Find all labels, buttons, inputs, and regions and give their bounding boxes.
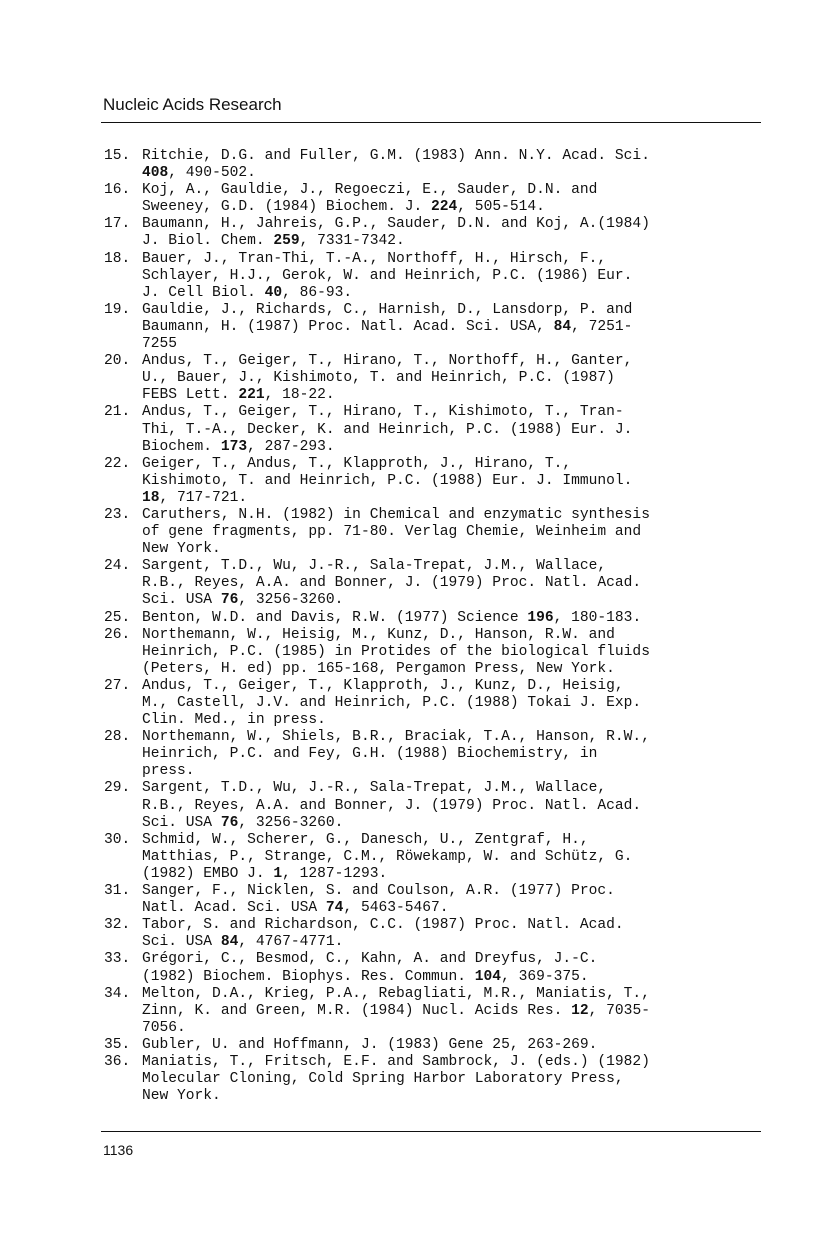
reference-text — [142, 1054, 650, 1105]
reference-item — [104, 302, 650, 353]
reference-line: Schlayer, H.J., Gerok, W. and Heinrich, P.C. (1986) Eur. — [142, 267, 633, 284]
reference-line: Matthias, P., Strange, C.M., Röwekamp, W. and Schütz, G. — [142, 848, 633, 865]
reference-item — [104, 507, 650, 558]
reference-line: Sci. USA 76, 3256-3260. — [142, 592, 344, 609]
reference-number: 17. — [104, 216, 131, 233]
reference-number: 20. — [104, 353, 131, 370]
reference-text — [142, 986, 650, 1037]
reference-number: 21. — [104, 404, 131, 421]
reference-line: Geiger, T., Andus, T., Klapproth, J., Hirano, T., — [142, 455, 572, 472]
reference-line: Sargent, T.D., Wu, J.-R., Sala-Trepat, J.M., Wallace, — [142, 558, 607, 575]
reference-line: Northemann, W., Shiels, B.R., Braciak, T.A., Hanson, R.W., — [142, 729, 650, 746]
reference-text — [142, 558, 641, 609]
reference-number: 32. — [104, 917, 131, 934]
reference-line: R.B., Reyes, A.A. and Bonner, J. (1979) Proc. Natl. Acad. — [142, 575, 642, 592]
reference-line: Baumann, H., Jahreis, G.P., Sauder, D.N. and Koj, A.(1984) — [142, 216, 650, 233]
reference-line: M., Castell, J.V. and Heinrich, P.C. (1988) Tokai J. Exp. — [142, 695, 642, 711]
reference-item — [104, 353, 650, 404]
reference-item — [104, 1037, 650, 1054]
footer-rule — [101, 1131, 761, 1132]
reference-text — [142, 182, 597, 216]
reference-line: J. Biol. Chem. 259, 7331-7342. — [142, 233, 405, 250]
reference-number: 18. — [104, 250, 131, 267]
reference-line: Biochem. 173, 287-293. — [142, 438, 335, 455]
reference-text — [142, 627, 650, 678]
reference-text — [142, 780, 641, 831]
reference-number: 19. — [104, 301, 131, 318]
reference-line: Maniatis, T., Fritsch, E.F. and Sambrock, J. (eds.) (1982) — [142, 1053, 650, 1070]
reference-item — [104, 729, 650, 780]
reference-number: 29. — [104, 780, 131, 797]
reference-item — [104, 627, 650, 678]
reference-text — [142, 148, 650, 182]
reference-line: Tabor, S. and Richardson, C.C. (1987) Proc. Natl. Acad. — [142, 917, 624, 934]
reference-text — [142, 729, 650, 780]
reference-item — [104, 951, 650, 985]
reference-line: Kishimoto, T. and Heinrich, P.C. (1988) Eur. J. Immunol. — [142, 472, 633, 489]
reference-item — [104, 456, 650, 507]
reference-number: 22. — [104, 455, 131, 472]
reference-line: 408, 490-502. — [142, 165, 256, 182]
reference-item — [104, 148, 650, 182]
reference-line: (Peters, H. ed) pp. 165-168, Pergamon Press, New York. — [142, 660, 615, 677]
page-number: 1136 — [103, 1142, 134, 1158]
reference-text — [142, 1037, 597, 1054]
reference-text — [142, 251, 632, 302]
reference-line: Clin. Med., in press. — [142, 712, 326, 729]
reference-number: 28. — [104, 729, 131, 746]
reference-line: New York. — [142, 541, 221, 558]
journal-title: Nucleic Acids Research — [103, 95, 282, 114]
reference-number: 36. — [104, 1053, 131, 1070]
reference-line: Sargent, T.D., Wu, J.-R., Sala-Trepat, J.M., Wallace, — [142, 780, 607, 797]
reference-item — [104, 883, 650, 917]
reference-line: Sci. USA 76, 3256-3260. — [142, 814, 344, 831]
reference-line: Heinrich, P.C. and Fey, G.H. (1988) Biochemistry, in — [142, 746, 598, 763]
reference-line: press. — [142, 763, 195, 780]
reference-text — [142, 404, 632, 455]
reference-line: Gauldie, J., Richards, C., Harnish, D., Lansdorp, P. and — [142, 301, 633, 318]
reference-line: Natl. Acad. Sci. USA 74, 5463-5467. — [142, 900, 449, 917]
reference-line: Melton, D.A., Krieg, P.A., Rebagliati, M.R., Maniatis, T., — [142, 985, 650, 1002]
reference-text — [142, 917, 624, 951]
reference-number: 23. — [104, 506, 131, 523]
reference-number: 31. — [104, 883, 131, 900]
reference-item — [104, 182, 650, 216]
reference-item — [104, 917, 650, 951]
reference-line: FEBS Lett. 221, 18-22. — [142, 387, 335, 404]
reference-line: Bauer, J., Tran-Thi, T.-A., Northoff, H., Hirsch, F., — [142, 250, 607, 267]
reference-line: Andus, T., Geiger, T., Hirano, T., Northoff, H., Ganter, — [142, 353, 633, 370]
reference-item — [104, 1054, 650, 1105]
reference-line: of gene fragments, pp. 71-80. Verlag Chemie, Weinheim and — [142, 524, 642, 541]
reference-line: Schmid, W., Scherer, G., Danesch, U., Zentgraf, H., — [142, 831, 589, 848]
reference-line: Molecular Cloning, Cold Spring Harbor Laboratory Press, — [142, 1071, 624, 1088]
reference-text — [142, 507, 650, 558]
reference-item — [104, 678, 650, 729]
reference-line: 7255 — [142, 336, 178, 353]
reference-number: 15. — [104, 148, 131, 164]
reference-line: Ritchie, D.G. and Fuller, G.M. (1983) Ann. N.Y. Acad. Sci. — [142, 148, 650, 164]
reference-item — [104, 216, 650, 250]
reference-number: 33. — [104, 951, 131, 968]
reference-text — [142, 678, 641, 729]
reference-number: 16. — [104, 182, 131, 199]
reference-text — [142, 610, 641, 627]
reference-line: Benton, W.D. and Davis, R.W. (1977) Science 196, 180-183. — [142, 609, 642, 626]
reference-item — [104, 610, 650, 627]
reference-text — [142, 456, 632, 507]
reference-item — [104, 251, 650, 302]
reference-line: Baumann, H. (1987) Proc. Natl. Acad. Sci. USA, 84, 7251- — [142, 318, 633, 335]
reference-line: New York. — [142, 1088, 221, 1105]
reference-line: Grégori, C., Besmod, C., Kahn, A. and Dreyfus, J.-C. — [142, 951, 598, 968]
reference-item — [104, 832, 650, 883]
reference-line: Sanger, F., Nicklen, S. and Coulson, A.R. (1977) Proc. — [142, 883, 615, 900]
reference-line: Thi, T.-A., Decker, K. and Heinrich, P.C. (1988) Eur. J. — [142, 421, 633, 438]
reference-number: 30. — [104, 831, 131, 848]
reference-text — [142, 216, 650, 250]
reference-line: Koj, A., Gauldie, J., Regoeczi, E., Sauder, D.N. and — [142, 182, 598, 199]
reference-text — [142, 883, 615, 917]
reference-number: 35. — [104, 1036, 131, 1053]
reference-line: U., Bauer, J., Kishimoto, T. and Heinrich, P.C. (1987) — [142, 370, 615, 387]
reference-text — [142, 951, 597, 985]
reference-line: Caruthers, N.H. (1982) in Chemical and enzymatic synthesis — [142, 506, 650, 523]
reference-line: Sweeney, G.D. (1984) Biochem. J. 224, 505-514. — [142, 199, 545, 216]
reference-number: 24. — [104, 558, 131, 575]
reference-text — [142, 302, 632, 353]
reference-line: Northemann, W., Heisig, M., Kunz, D., Hanson, R.W. and — [142, 626, 615, 643]
reference-line: Gubler, U. and Hoffmann, J. (1983) Gene 25, 263-269. — [142, 1036, 598, 1053]
header-rule — [101, 122, 761, 123]
reference-line: Zinn, K. and Green, M.R. (1984) Nucl. Acids Res. 12, 7035- — [142, 1002, 650, 1019]
reference-line: 7056. — [142, 1019, 186, 1036]
reference-line: Andus, T., Geiger, T., Klapproth, J., Kunz, D., Heisig, — [142, 677, 624, 694]
reference-line: Sci. USA 84, 4767-4771. — [142, 934, 344, 951]
reference-line: J. Cell Biol. 40, 86-93. — [142, 284, 353, 301]
reference-item — [104, 558, 650, 609]
reference-number: 34. — [104, 985, 131, 1002]
reference-number: 26. — [104, 626, 131, 643]
reference-line: Andus, T., Geiger, T., Hirano, T., Kishimoto, T., Tran- — [142, 404, 624, 421]
reference-number: 25. — [104, 609, 131, 626]
reference-line: Heinrich, P.C. (1985) in Protides of the biological fluids — [142, 643, 650, 660]
reference-item — [104, 986, 650, 1037]
reference-item — [104, 404, 650, 455]
reference-line: (1982) Biochem. Biophys. Res. Commun. 104, 369-375. — [142, 968, 589, 985]
reference-item — [104, 780, 650, 831]
reference-line: (1982) EMBO J. 1, 1287-1293. — [142, 865, 388, 882]
reference-line: R.B., Reyes, A.A. and Bonner, J. (1979) Proc. Natl. Acad. — [142, 797, 642, 814]
reference-text — [142, 832, 632, 883]
reference-list — [104, 148, 650, 1105]
reference-line: 18, 717-721. — [142, 489, 248, 506]
reference-text — [142, 353, 632, 404]
reference-number: 27. — [104, 677, 131, 694]
